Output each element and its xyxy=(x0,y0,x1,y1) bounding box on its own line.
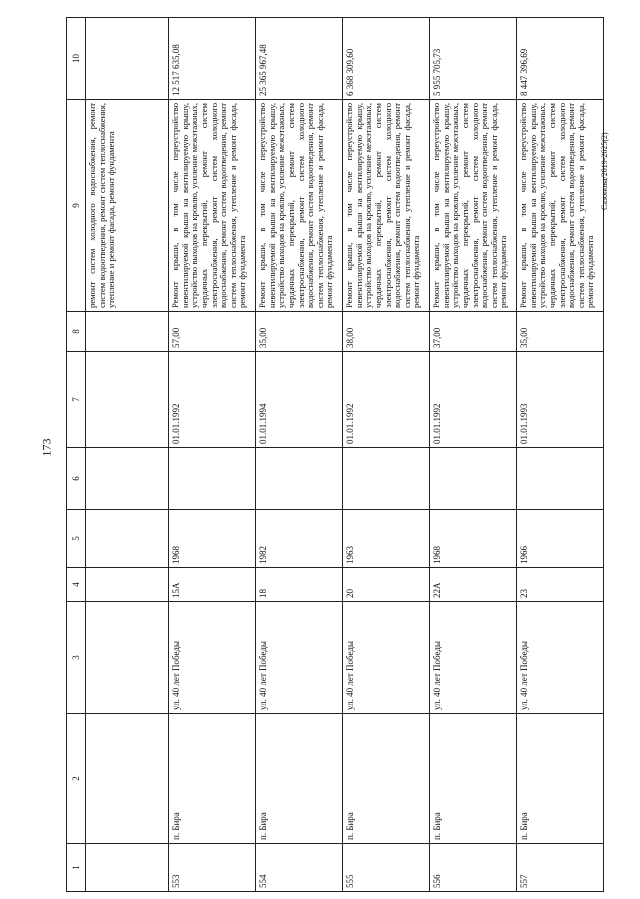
wear-percent: 35,00 xyxy=(256,312,343,352)
date: 01.01.1992 xyxy=(430,352,517,448)
page-number: 173 xyxy=(39,438,54,457)
build-year: 1968 xyxy=(169,510,256,568)
row-number: 556 xyxy=(430,844,517,892)
header-cell: 9 xyxy=(67,100,86,312)
works-list: Ремонт крыши, в том числе переустройство невентилируемой крыши на вентилируемую крышу, устройство выходов на кровлю, усиление межэтажных, чердачных перекрытий, ремонт систем электроснабжения, ремонт систем холодного водоснабжения, ремонт систем водоотведения, ремонт систем теплоснабжения, утепление и ремонт фасада, ремонт фундамента xyxy=(517,100,604,312)
build-year: 1968 xyxy=(430,510,517,568)
header-cell: 3 xyxy=(67,602,86,714)
continuation-row xyxy=(86,18,169,892)
col6 xyxy=(256,448,343,510)
footer-note: Сазонова/2019-2625(2) xyxy=(600,132,609,210)
table-row xyxy=(256,18,343,892)
works-list: Ремонт крыши, в том числе переустройство невентилируемой крыши на вентилируемую крышу, устройство выходов на кровлю, усиление межэтажных, чердачных перекрытий, ремонт систем электроснабжения, ремонт систем холодного водоснабжения, ремонт систем водоотведения, ремонт систем теплоснабжения, утепление и ремонт фасада, ремонт фундамента xyxy=(343,100,430,312)
wear-percent: 57,00 xyxy=(169,312,256,352)
date: 01.01.1993 xyxy=(517,352,604,448)
header-cell: 5 xyxy=(67,510,86,568)
header-cell: 1 xyxy=(67,844,86,892)
settlement: п. Бира xyxy=(169,714,256,844)
works-list: Ремонт крыши, в том числе переустройство невентилируемой крыши на вентилируемую крышу, устройство выходов на кровлю, усиление межэтажных, чердачных перекрытий, ремонт систем электроснабжения, ремонт систем холодного водоснабжения, ремонт систем водоотведения, ремонт систем теплоснабжения, утепление и ремонт фасада, ремонт фундамента xyxy=(256,100,343,312)
street: ул. 40 лет Победы xyxy=(343,602,430,714)
house-number: 23 xyxy=(517,568,604,602)
col6 xyxy=(430,448,517,510)
date: 01.01.1994 xyxy=(256,352,343,448)
header-cell: 7 xyxy=(67,352,86,448)
header-row xyxy=(67,18,86,892)
header-cell: 4 xyxy=(67,568,86,602)
cost: 6 368 309,60 xyxy=(343,18,430,100)
continuation-works: ремонт систем холодного водоснабжения, ремонт систем водоотведения, ремонт систем теплоснабжения, утепление и ремонт фасада, ремонт фундамента xyxy=(86,100,169,312)
works-list: Ремонт крыши, в том числе переустройство невентилируемой крыши на вентилируемую крышу, устройство выходов на кровлю, усиление межэтажных, чердачных перекрытий, ремонт систем электроснабжения, ремонт систем холодного водоснабжения, ремонт систем водоотведения, ремонт систем теплоснабжения, утепление и ремонт фасада, ремонт фундамента xyxy=(169,100,256,312)
register-table xyxy=(66,17,604,892)
col6 xyxy=(169,448,256,510)
build-year: 1982 xyxy=(256,510,343,568)
street: ул. 40 лет Победы xyxy=(430,602,517,714)
wear-percent: 38,00 xyxy=(343,312,430,352)
col6 xyxy=(517,448,604,510)
header-cell: 6 xyxy=(67,448,86,510)
date: 01.01.1992 xyxy=(169,352,256,448)
cost: 5 955 705,73 xyxy=(430,18,517,100)
street: ул. 40 лет Победы xyxy=(517,602,604,714)
settlement: п. Бира xyxy=(430,714,517,844)
street: ул. 40 лет Победы xyxy=(169,602,256,714)
wear-percent: 35,00 xyxy=(517,312,604,352)
house-number: 18 xyxy=(256,568,343,602)
row-number: 553 xyxy=(169,844,256,892)
row-number: 557 xyxy=(517,844,604,892)
build-year: 1966 xyxy=(517,510,604,568)
table-row xyxy=(169,18,256,892)
house-number: 22А xyxy=(430,568,517,602)
row-number: 555 xyxy=(343,844,430,892)
settlement: п. Бира xyxy=(343,714,430,844)
cost: 25 365 967,48 xyxy=(256,18,343,100)
row-number: 554 xyxy=(256,844,343,892)
header-cell: 8 xyxy=(67,312,86,352)
col6 xyxy=(343,448,430,510)
table-row xyxy=(343,18,430,892)
street: ул. 40 лет Победы xyxy=(256,602,343,714)
cost: 8 447 396,69 xyxy=(517,18,604,100)
house-number: 15А xyxy=(169,568,256,602)
wear-percent: 37,00 xyxy=(430,312,517,352)
settlement: п. Бира xyxy=(517,714,604,844)
cost: 12 517 635,08 xyxy=(169,18,256,100)
table-row xyxy=(430,18,517,892)
settlement: п. Бира xyxy=(256,714,343,844)
header-cell: 10 xyxy=(67,18,86,100)
rotated-page xyxy=(66,18,596,892)
header-cell: 2 xyxy=(67,714,86,844)
build-year: 1963 xyxy=(343,510,430,568)
house-number: 20 xyxy=(343,568,430,602)
table-row xyxy=(517,18,604,892)
date: 01.01.1992 xyxy=(343,352,430,448)
works-list: Ремонт крыши, в том числе переустройство невентилируемой крыши на вентилируемую крышу, устройство выходов на кровлю, усиление межэтажных, чердачных перекрытий, ремонт систем электроснабжения, ремонт систем холодного водоснабжения, ремонт систем водоотведения, ремонт систем теплоснабжения, утепление и ремонт фасада, ремонт фундамента xyxy=(430,100,517,312)
